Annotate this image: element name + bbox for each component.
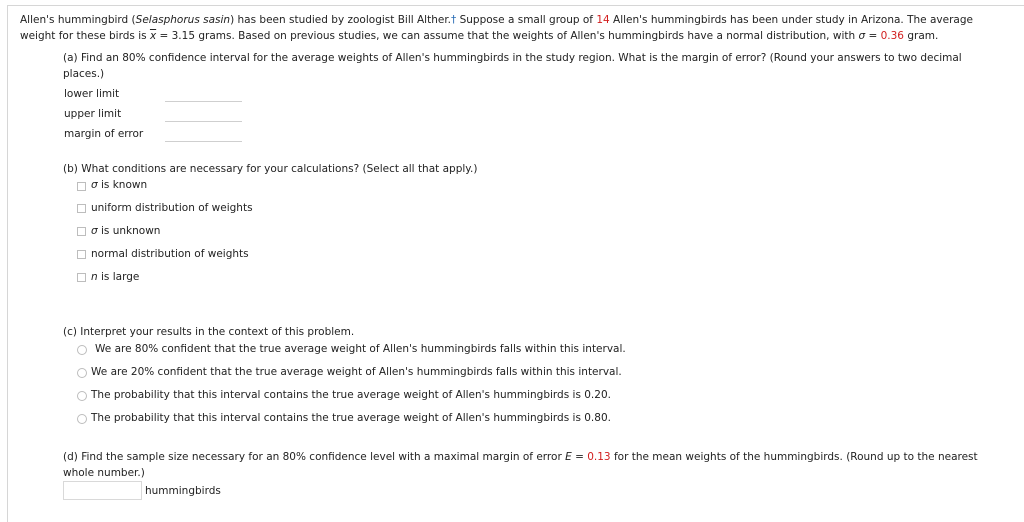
sample-size-input[interactable] <box>63 481 142 500</box>
footnote-dagger-link[interactable]: † <box>451 14 457 26</box>
margin-of-error-label: margin of error <box>64 128 144 140</box>
interpret-option-2-label: We are 20% confident that the true average weight of Allen's hummingbirds falls within this interval. <box>91 366 622 378</box>
sample-size-unit: hummingbirds <box>145 485 221 497</box>
margin-e-value: 0.13 <box>587 451 611 463</box>
interpret-option-4-label: The probability that this interval contains the true average weight of Allen's hummingbirds is 0.80. <box>91 412 611 424</box>
upper-limit-label: upper limit <box>64 108 122 120</box>
sigma-known-label: σ is known <box>91 179 148 191</box>
upper-limit-input[interactable] <box>165 107 242 122</box>
lower-limit-input[interactable] <box>165 87 242 102</box>
interpret-option-2-radio[interactable] <box>77 368 87 378</box>
interpret-option-3-radio[interactable] <box>77 391 87 401</box>
n-large-checkbox[interactable] <box>77 273 86 282</box>
normal-distribution-checkbox[interactable] <box>77 250 86 259</box>
part-d-question: (d) Find the sample size necessary for an 80% confidence level with a maximal margin of error E = 0.13 for the mean weights of the hummingbirds. (Round up to the nearest <box>63 451 978 463</box>
interpret-option-4-radio[interactable] <box>77 414 87 424</box>
margin-of-error-input[interactable] <box>165 127 242 142</box>
interpret-option-3-label: The probability that this interval contains the true average weight of Allen's hummingbirds is 0.20. <box>91 389 611 401</box>
sigma-unknown-label: σ is unknown <box>91 225 161 237</box>
question-frame <box>7 5 1024 522</box>
part-b-question: (b) What conditions are necessary for your calculations? (Select all that apply.) <box>63 163 478 175</box>
interpret-option-1-radio[interactable] <box>77 345 87 355</box>
sigma-value: 0.36 <box>880 30 904 42</box>
n-large-label: n is large <box>91 271 140 283</box>
part-a-question-cont: places.) <box>63 68 105 80</box>
problem-line-2: weight for these birds is $\overline{x} = 3.15$ grams. Based on previous studies, we can assume that the weights of Allen's hummingbirds have a normal distribution, with σ = 0.36 gram. <box>20 30 939 42</box>
normal-distribution-label: normal distribution of weights <box>91 248 249 260</box>
problem-line-1: Allen's hummingbird (Selasphorus sasin) has been studied by zoologist Bill Alther.† Suppose a small group of 14 Allen's hummingbirds has been under study in Arizona. The average <box>20 14 973 26</box>
part-c-question: (c) Interpret your results in the context of this problem. <box>63 326 355 338</box>
part-a-question: (a) Find an 80% confidence interval for the average weights of Allen's hummingbirds in the study region. What is the margin of error? (Round your answers to two decimal <box>63 52 962 64</box>
sigma-unknown-checkbox[interactable] <box>77 227 86 236</box>
sigma-known-checkbox[interactable] <box>77 182 86 191</box>
lower-limit-label: lower limit <box>64 88 120 100</box>
sample-size-value: 14 <box>596 14 610 26</box>
uniform-distribution-label: uniform distribution of weights <box>91 202 253 214</box>
part-d-question-cont: whole number.) <box>63 467 145 479</box>
uniform-distribution-checkbox[interactable] <box>77 204 86 213</box>
interpret-option-1-label: We are 80% confident that the true average weight of Allen's hummingbirds falls within this interval. <box>95 343 626 355</box>
